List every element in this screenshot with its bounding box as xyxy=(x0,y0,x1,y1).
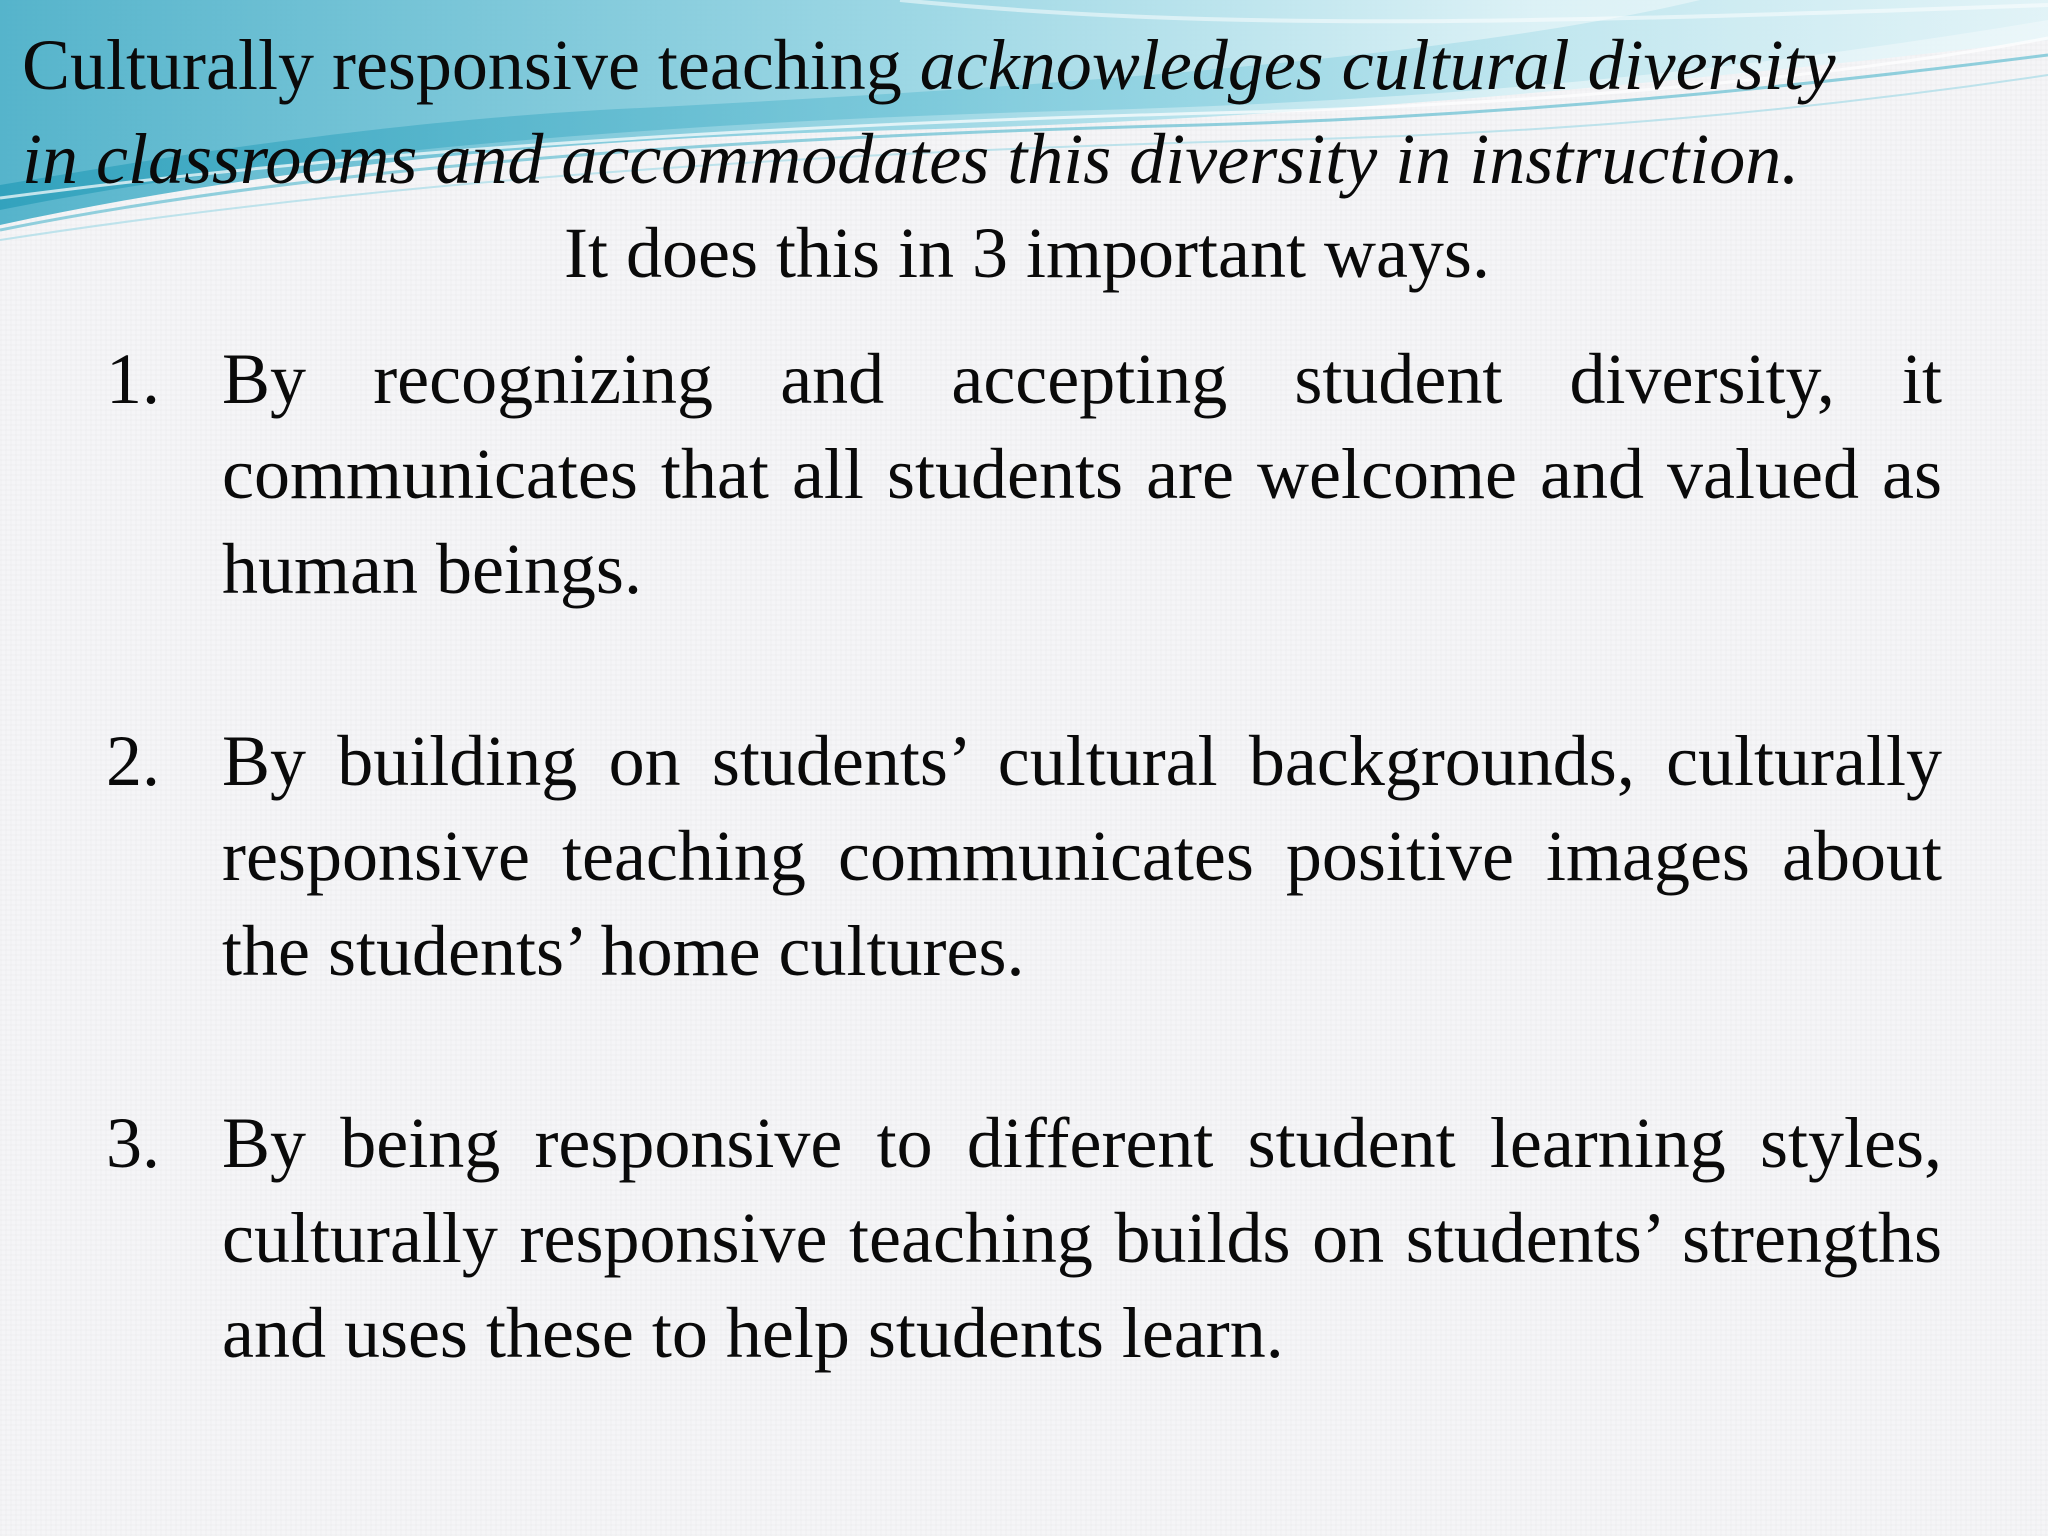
intro-line-2: in classrooms and accommodates this diversity in instruction. xyxy=(22,119,1800,199)
list-item-number: 1. xyxy=(106,339,160,419)
list-item-text: By being responsive to different student learning styles, culturally responsive teaching builds on students’ strengths and uses these to help students learn. xyxy=(222,1103,1942,1373)
intro-paragraph xyxy=(22,18,2032,300)
list-item-text: By recognizing and accepting student diversity, it communicates that all students are welcome and valued as human beings. xyxy=(222,339,1942,609)
intro-normal-text: Culturally responsive teaching xyxy=(22,25,920,105)
list-item-number: 2. xyxy=(106,721,160,801)
list-item-text: By building on students’ cultural backgrounds, culturally responsive teaching communicates positive images about the students’ home cultures. xyxy=(222,721,1942,991)
intro-italic-text: acknowledges cultural diversity xyxy=(919,25,1836,105)
list-item-number: 3. xyxy=(106,1103,160,1183)
intro-line-1 xyxy=(22,18,2032,112)
intro-line-3: It does this in 3 important ways. xyxy=(564,213,1490,293)
